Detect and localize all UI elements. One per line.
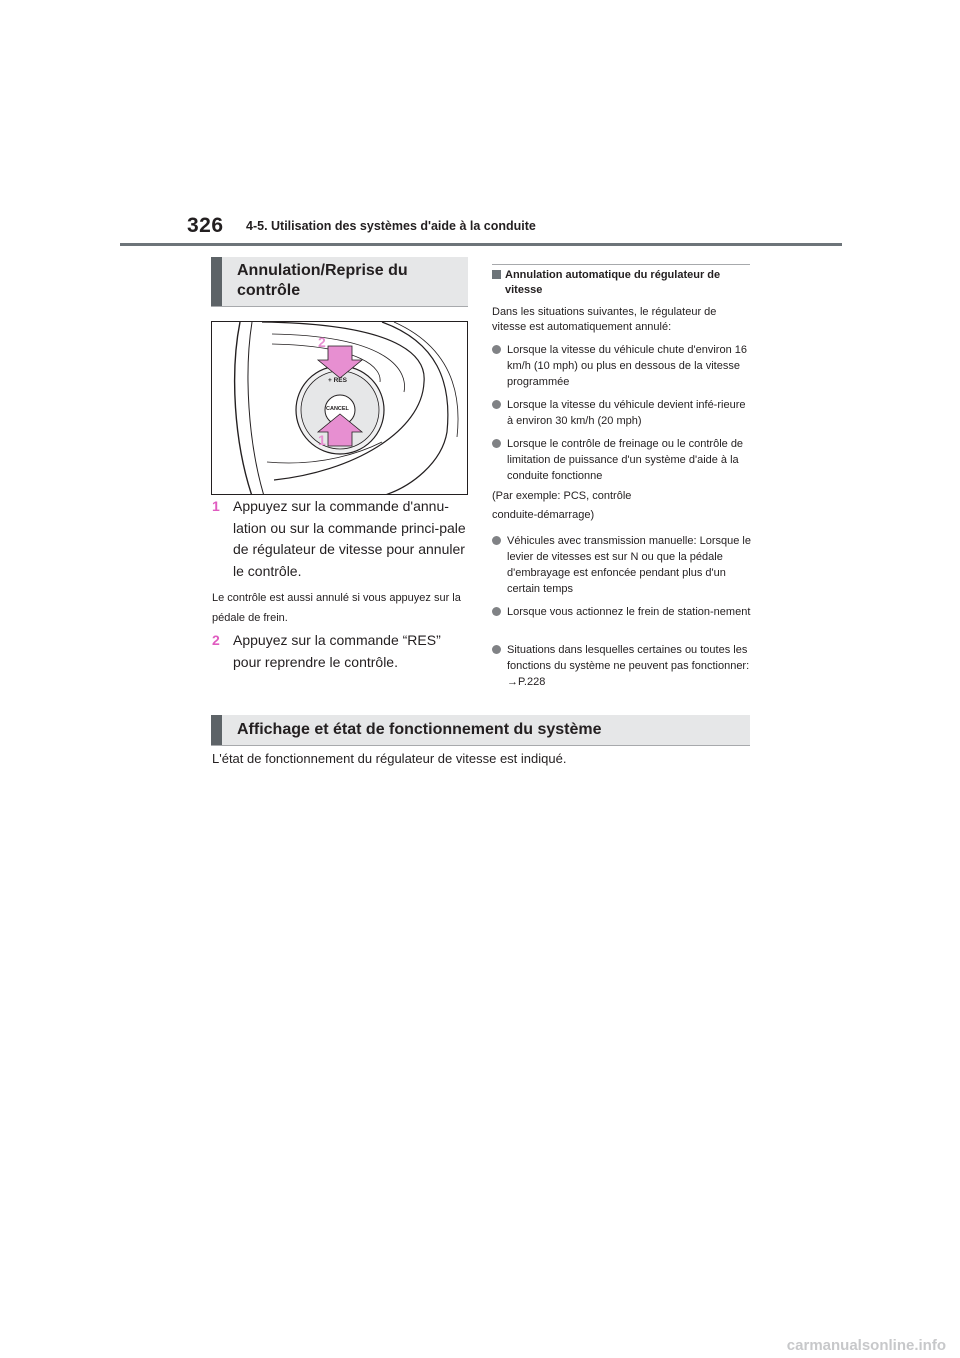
res-label: + RES [328, 377, 347, 384]
cancel-label: CANCEL [326, 406, 349, 412]
list-item-text: Lorsque vous actionnez le frein de station-nement [507, 606, 751, 618]
list-item-text: Lorsque le contrôle de freinage ou le contrôle de limitation de puissance d'un système d'aide à la conduite fonctionne [507, 438, 744, 482]
section-heading-title: Annulation/Reprise du contrôle [237, 262, 408, 299]
step-text: Appuyez sur la commande “RES” pour reprendre le contrôle. [233, 632, 441, 670]
list-item-text: Lorsque la vitesse du véhicule chute d'environ 16 km/h (10 mph) ou plus en dessous de la vitesse programmée [507, 344, 747, 388]
list-item-text: Lorsque la vitesse du véhicule devient infé-rieure à environ 30 km/h (20 mph) [507, 399, 746, 427]
brake-note: Le contrôle est aussi annulé si vous appuyez sur la pédale de frein. [212, 592, 461, 624]
section-heading-display-status [211, 715, 750, 746]
bullet-dot-icon [492, 607, 501, 616]
callout-2: 2 [318, 334, 326, 350]
callout-1: 1 [318, 432, 326, 448]
watermark: carmanualsonline.info [786, 1337, 946, 1354]
bullet-dot-icon [492, 439, 501, 448]
section-heading-bar [211, 257, 222, 306]
step-number: 1 [212, 498, 220, 514]
list-item-text: Véhicules avec transmission manuelle: Lorsque le levier de vitesses est sur N ou que la pédale d'embrayage est enfoncée pendant plus d'un certain temps [507, 535, 751, 595]
chapter-title: 4-5. Utilisation des systèmes d'aide à la conduite [246, 219, 536, 233]
page-number: 326 [187, 214, 224, 237]
intro-paragraph: Dans les situations suivantes, le régulateur de vitesse est automatiquement annulé: [492, 306, 717, 333]
section-heading-bar [211, 715, 222, 745]
bullet-dot-icon [492, 645, 501, 654]
subheading-text: Annulation automatique du régulateur de vitesse [505, 269, 721, 296]
steering-switch-figure [211, 321, 468, 495]
step-number: 2 [212, 632, 220, 648]
section-heading-title: Affichage et état de fonctionnement du système [237, 721, 602, 738]
step-text: Appuyez sur la commande d'annu-lation ou sur la commande princi-pale de régulateur de vitesse pour annuler le contrôle. [233, 498, 466, 579]
bullet-dot-icon [492, 536, 501, 545]
example-paragraph: (Par exemple: PCS, contrôle conduite-démarrage) [492, 490, 632, 521]
bullet-dot-icon [492, 400, 501, 409]
header-rule [120, 243, 842, 246]
display-status-text: L'état de fonctionnement du régulateur de vitesse est indiqué. [212, 751, 567, 766]
bullet-dot-icon [492, 345, 501, 354]
list-item-text: Situations dans lesquelles certaines ou toutes les fonctions du système ne peuvent pas fonctionner: →P.228 [507, 644, 750, 688]
subhead-rule [492, 264, 750, 265]
square-bullet-icon [492, 270, 501, 279]
section-heading-cancel-resume [211, 257, 468, 307]
